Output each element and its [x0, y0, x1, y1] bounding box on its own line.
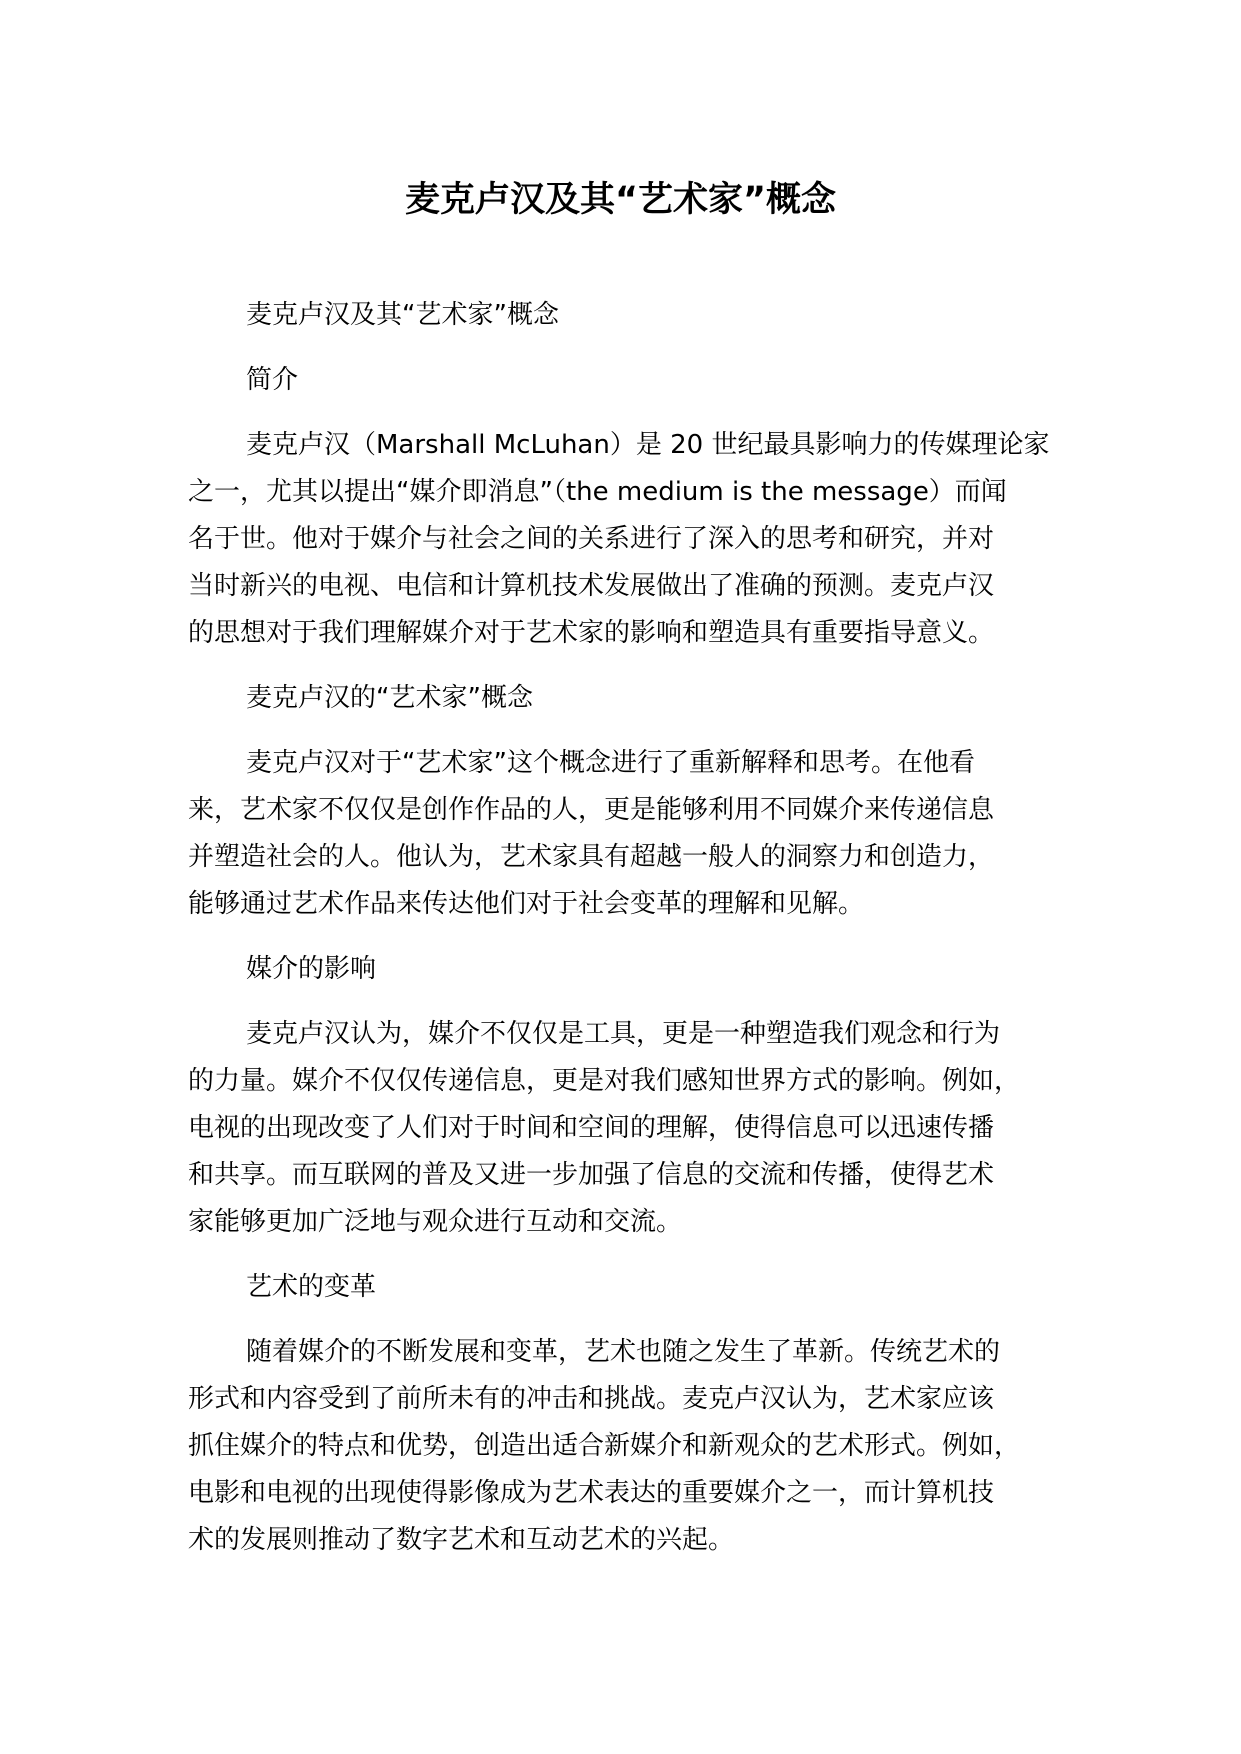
text-line: 形式和内容受到了前所未有的冲击和挑战。麦克卢汉认为，艺术家应该 [188, 1384, 995, 1414]
paragraph-art-change [188, 1329, 1058, 1564]
text-line: 和共享。而互联网的普及又进一步加强了信息的交流和传播，使得艺术 [188, 1160, 995, 1190]
text-line: 电影和电视的出现使得影像成为艺术表达的重要媒介之一，而计算机技 [188, 1478, 995, 1508]
document-body [188, 292, 1058, 1582]
paragraph-subtitle [188, 292, 1058, 339]
section-heading-intro [188, 357, 1058, 404]
text-line: 麦克卢汉及其“艺术家”概念 [246, 300, 559, 330]
paragraph-intro [188, 422, 1058, 657]
text-line: 术的发展则推动了数字艺术和互动艺术的兴起。 [188, 1525, 735, 1555]
text-line: 名于世。他对于媒介与社会之间的关系进行了深入的思考和研究，并对 [188, 524, 995, 554]
text-line: 电视的出现改变了人们对于时间和空间的理解，使得信息可以迅速传播 [188, 1113, 995, 1143]
text-line: 随着媒介的不断发展和变革，艺术也随之发生了革新。传统艺术的 [246, 1337, 1001, 1367]
text-line: 麦克卢汉（Marshall McLuhan）是 20 世纪最具影响力的传媒理论家 [246, 430, 1050, 460]
text-line: 当时新兴的电视、电信和计算机技术发展做出了准确的预测。麦克卢汉 [188, 571, 995, 601]
text-line: 之一，尤其以提出“媒介即消息”（the medium is the message）而闻 [188, 477, 1007, 507]
section-heading-artist-concept [188, 675, 1058, 722]
text-line: 麦克卢汉认为，媒介不仅仅是工具，更是一种塑造我们观念和行为 [246, 1019, 1001, 1049]
text-line: 能够通过艺术作品来传达他们对于社会变革的理解和见解。 [188, 889, 865, 919]
paragraph-media-influence [188, 1011, 1058, 1246]
document-title: 麦克卢汉及其“艺术家”概念 [404, 180, 836, 220]
text-line: 艺术的变革 [246, 1272, 377, 1302]
paragraph-artist-concept [188, 740, 1058, 928]
text-line: 麦克卢汉对于“艺术家”这个概念进行了重新解释和思考。在他看 [246, 748, 975, 778]
section-heading-media-influence [188, 946, 1058, 993]
text-line: 的思想对于我们理解媒介对于艺术家的影响和塑造具有重要指导意义。 [188, 618, 995, 648]
section-heading-art-change [188, 1264, 1058, 1311]
text-line: 简介 [246, 365, 299, 395]
text-line: 家能够更加广泛地与观众进行互动和交流。 [188, 1207, 683, 1237]
text-line: 媒介的影响 [246, 954, 377, 984]
text-line: 的力量。媒介不仅仅传递信息，更是对我们感知世界方式的影响。例如， [188, 1066, 1021, 1096]
text-line: 来，艺术家不仅仅是创作作品的人，更是能够利用不同媒介来传递信息 [188, 795, 995, 825]
text-line: 并塑造社会的人。他认为，艺术家具有超越一般人的洞察力和创造力， [188, 842, 995, 872]
text-line: 抓住媒介的特点和优势，创造出适合新媒介和新观众的艺术形式。例如， [188, 1431, 1021, 1461]
text-line: 麦克卢汉的“艺术家”概念 [246, 683, 533, 713]
